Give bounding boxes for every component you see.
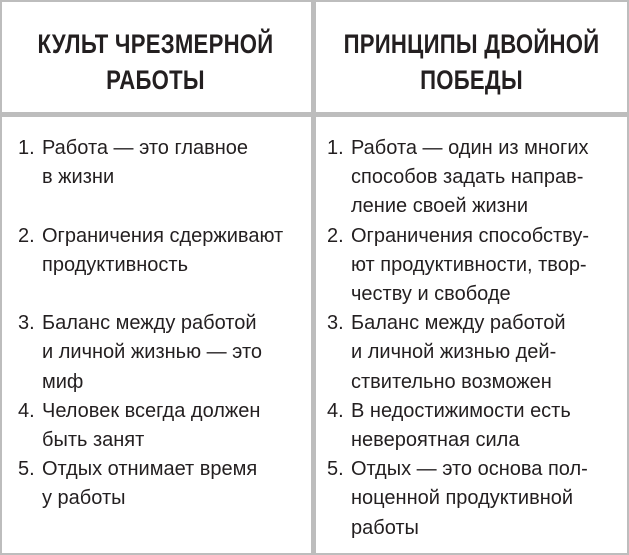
list-item-text: Отдых — это основа пол- ноценной продуктивной работы — [351, 458, 588, 539]
list-right — [327, 134, 623, 543]
list-item — [18, 134, 310, 192]
list-item-text: Ограничения способству- ют продуктивности, твор- честву и свободе — [351, 224, 589, 306]
list-item — [327, 309, 623, 397]
list-item-text: Баланс между работой и личной жизнью — это миф — [42, 312, 263, 393]
list-item-text: Баланс между работой и личной жизнью дей- ствительно возможен — [351, 312, 566, 393]
list-item — [327, 134, 623, 222]
list-item-number: 1. — [327, 137, 344, 159]
list-item-number: 1. — [18, 137, 35, 159]
list-item — [18, 309, 310, 397]
list-item — [327, 397, 623, 455]
column-header-left-text: КУЛЬТ ЧРЕЗМЕРНОЙ РАБОТЫ — [37, 29, 274, 95]
list-item-number: 3. — [327, 312, 344, 335]
list-left — [18, 134, 310, 514]
list-item — [327, 222, 623, 310]
list-item-text: Человек всегда должен быть занят — [42, 399, 261, 451]
list-item — [18, 222, 310, 280]
list-item-text: Работа — это главное в жизни — [42, 137, 249, 189]
list-item-text: Работа — один из многих способов задать направ- ление своей жизни — [351, 137, 589, 218]
list-item-number: 3. — [18, 312, 35, 335]
list-item — [18, 455, 310, 513]
table-border-left — [0, 0, 2, 555]
list-item-number: 2. — [327, 224, 344, 247]
list-item-number: 4. — [327, 399, 344, 422]
list-item-number: 2. — [18, 224, 35, 247]
list-item-text: Ограничения сдерживают продуктивность — [42, 224, 284, 276]
list-item-number: 4. — [18, 399, 35, 422]
column-header-left — [12, 22, 300, 102]
column-header-right — [328, 22, 616, 102]
header-divider — [0, 112, 629, 117]
list-item-number: 5. — [18, 458, 35, 481]
list-item — [327, 455, 623, 543]
list-item-text: Отдых отнимает время у работы — [42, 458, 258, 510]
list-item-number: 5. — [327, 458, 344, 481]
list-item — [18, 397, 310, 455]
column-header-right-text: ПРИНЦИПЫ ДВОЙНОЙ ПОБЕДЫ — [343, 29, 600, 95]
column-divider — [311, 0, 316, 555]
list-item-text: В недостижимости есть невероятная сила — [351, 399, 571, 452]
